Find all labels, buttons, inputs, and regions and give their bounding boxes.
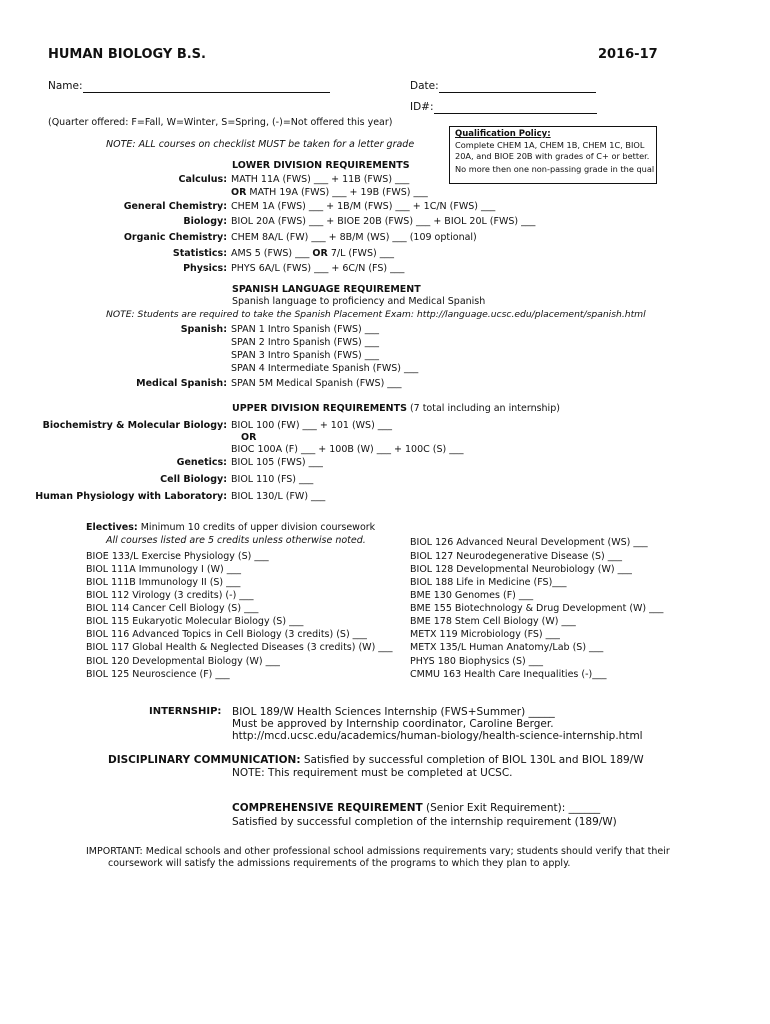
list-item: BIOL 115 Eukaryotic Molecular Biology (S) ___ bbox=[86, 616, 304, 627]
general-chemistry-courses: CHEM 1A (FWS) ___ + 1B/M (FWS) ___ + 1C/N (FWS) ___ bbox=[231, 201, 496, 212]
qualification-title: Qualification Policy: bbox=[455, 129, 551, 139]
list-item: METX 135/L Human Anatomy/Lab (S) ___ bbox=[410, 642, 604, 653]
list-item: BME 130 Genomes (F) ___ bbox=[410, 590, 534, 601]
lower-division-heading: LOWER DIVISION REQUIREMENTS bbox=[232, 160, 410, 171]
id-label: ID#: bbox=[410, 101, 434, 113]
list-item: BIOL 111B Immunology II (S) ___ bbox=[86, 577, 241, 588]
important-line-2: coursework will satisfy the admissions requirements of the programs to which they plan to apply. bbox=[108, 858, 571, 869]
date-label: Date: bbox=[410, 80, 439, 92]
physics-courses: PHYS 6A/L (FWS) ___ + 6C/N (FS) ___ bbox=[231, 263, 405, 274]
comprehensive-line-2: Satisfied by successful completion of the internship requirement (189/W) bbox=[232, 816, 617, 828]
list-item: BIOL 111A Immunology I (W) ___ bbox=[86, 564, 241, 575]
list-item: BIOL 117 Global Health & Neglected Diseases (3 credits) (W) ___ bbox=[86, 642, 393, 653]
spanish-placement-note: NOTE: Students are required to take the Spanish Placement Exam: http://language.ucsc.edu/placement/spanish.html bbox=[106, 309, 646, 320]
name-field-row bbox=[48, 80, 330, 93]
list-item: BIOL 126 Advanced Neural Development (WS) ___ bbox=[410, 537, 648, 548]
internship-label: INTERNSHIP: bbox=[149, 706, 222, 717]
calculus-option-2: MATH 19A (FWS) ___ + 19B (FWS) ___ bbox=[246, 187, 428, 198]
academic-year: 2016-17 bbox=[598, 47, 658, 62]
list-item: BME 155 Biotechnology & Drug Development (W) ___ bbox=[410, 603, 664, 614]
list-item: BIOL 127 Neurodegenerative Disease (S) ___ bbox=[410, 551, 623, 562]
internship-line-2: Must be approved by Internship coordinator, Caroline Berger. bbox=[232, 718, 554, 730]
biochem-option-2: BIOC 100A (F) ___ + 100B (W) ___ + 100C (S) ___ bbox=[231, 444, 464, 455]
statistics-option-2: 7/L (FWS) ___ bbox=[327, 248, 394, 259]
general-chemistry-label: General Chemistry: bbox=[123, 201, 227, 212]
calculus-option-1: MATH 11A (FWS) ___ + 11B (FWS) ___ bbox=[231, 174, 410, 185]
organic-chemistry-label: Organic Chemistry: bbox=[123, 232, 227, 243]
statistics-option-1: AMS 5 (FWS) ___ bbox=[231, 248, 313, 259]
medical-spanish-course: SPAN 5M Medical Spanish (FWS) ___ bbox=[231, 378, 402, 389]
calculus-label: Calculus: bbox=[178, 174, 227, 185]
letter-grade-note: NOTE: ALL courses on checklist MUST be taken for a letter grade bbox=[106, 139, 415, 150]
name-label: Name: bbox=[48, 80, 83, 92]
electives-heading-row bbox=[86, 522, 375, 534]
disciplinary-line-1: Satisfied by successful completion of BIOL 130L and BIOL 189/W bbox=[300, 754, 644, 766]
list-item: BME 178 Stem Cell Biology (W) ___ bbox=[410, 616, 576, 627]
list-item: BIOL 116 Advanced Topics in Cell Biology (3 credits) (S) ___ bbox=[86, 629, 367, 640]
upper-division-heading-row bbox=[232, 403, 560, 415]
qualification-policy-box bbox=[449, 126, 657, 184]
spanish-subheading: Spanish language to proficiency and Medical Spanish bbox=[232, 296, 486, 307]
biochem-option-1: BIOL 100 (FW) ___ + 101 (WS) ___ bbox=[231, 420, 393, 431]
list-item: CMMU 163 Health Care Inequalities (-)___ bbox=[410, 669, 607, 680]
biology-courses: BIOL 20A (FWS) ___ + BIOE 20B (FWS) ___ + BIOL 20L (FWS) ___ bbox=[231, 216, 536, 227]
or-label: OR bbox=[241, 432, 257, 443]
electives-description: Minimum 10 credits of upper division coursework bbox=[137, 522, 376, 533]
internship-line-1: BIOL 189/W Health Sciences Internship (FWS+Summer) _____ bbox=[232, 706, 555, 718]
electives-label: Electives: bbox=[86, 522, 138, 533]
spanish-course: SPAN 4 Intermediate Spanish (FWS) ___ bbox=[231, 363, 419, 374]
spanish-course: SPAN 2 Intro Spanish (FWS) ___ bbox=[231, 337, 380, 348]
qualification-line-3: No more then one non-passing grade in the qual bbox=[455, 164, 655, 174]
upper-division-heading: UPPER DIVISION REQUIREMENTS bbox=[232, 403, 407, 414]
list-item: BIOL 125 Neuroscience (F) ___ bbox=[86, 669, 230, 680]
quarter-note: (Quarter offered: F=Fall, W=Winter, S=Spring, (-)=Not offered this year) bbox=[48, 117, 393, 128]
comprehensive-label: COMPREHENSIVE REQUIREMENT bbox=[232, 802, 423, 814]
physics-label: Physics: bbox=[183, 263, 227, 274]
list-item: BIOL 128 Developmental Neurobiology (W) ___ bbox=[410, 564, 632, 575]
biochem-label: Biochemistry & Molecular Biology: bbox=[42, 420, 227, 431]
list-item: BIOL 188 Life in Medicine (FS)___ bbox=[410, 577, 567, 588]
disciplinary-row bbox=[108, 754, 644, 767]
id-field-row bbox=[410, 101, 597, 114]
spanish-heading: SPANISH LANGUAGE REQUIREMENT bbox=[232, 284, 421, 295]
physiology-label: Human Physiology with Laboratory: bbox=[35, 491, 227, 502]
electives-note: All courses listed are 5 credits unless otherwise noted. bbox=[106, 535, 366, 546]
or-label: OR bbox=[312, 248, 328, 259]
upper-division-note: (7 total including an internship) bbox=[406, 403, 560, 414]
comprehensive-line-1: (Senior Exit Requirement): ______ bbox=[422, 802, 601, 814]
cell-biology-label: Cell Biology: bbox=[160, 474, 227, 485]
genetics-course: BIOL 105 (FWS) ___ bbox=[231, 457, 323, 468]
id-field[interactable] bbox=[434, 103, 597, 114]
name-field[interactable] bbox=[83, 82, 330, 93]
or-label: OR bbox=[231, 187, 247, 198]
page-title: HUMAN BIOLOGY B.S. bbox=[48, 47, 206, 62]
qualification-line-2: 20A, and BIOE 20B with grades of C+ or better. bbox=[455, 151, 650, 161]
spanish-course: SPAN 1 Intro Spanish (FWS) ___ bbox=[231, 324, 380, 335]
cell-biology-course: BIOL 110 (FS) ___ bbox=[231, 474, 314, 485]
statistics-row bbox=[231, 248, 394, 260]
genetics-label: Genetics: bbox=[176, 457, 227, 468]
qualification-line-1: Complete CHEM 1A, CHEM 1B, CHEM 1C, BIOL bbox=[455, 140, 645, 150]
list-item: METX 119 Microbiology (FS) ___ bbox=[410, 629, 560, 640]
disciplinary-line-2: NOTE: This requirement must be completed at UCSC. bbox=[232, 767, 513, 779]
comprehensive-row bbox=[232, 802, 600, 815]
spanish-label: Spanish: bbox=[180, 324, 227, 335]
medical-spanish-label: Medical Spanish: bbox=[136, 378, 227, 389]
physiology-course: BIOL 130/L (FW) ___ bbox=[231, 491, 326, 502]
biology-label: Biology: bbox=[183, 216, 227, 227]
important-line-1: IMPORTANT: Medical schools and other professional school admissions requirements vary; students should verify that their bbox=[86, 846, 670, 857]
list-item: PHYS 180 Biophysics (S) ___ bbox=[410, 656, 544, 667]
list-item: BIOL 112 Virology (3 credits) (-) ___ bbox=[86, 590, 254, 601]
list-item: BIOE 133/L Exercise Physiology (S) ___ bbox=[86, 551, 269, 562]
organic-chemistry-courses: CHEM 8A/L (FW) ___ + 8B/M (WS) ___ (109 optional) bbox=[231, 232, 477, 243]
date-field-row bbox=[410, 80, 596, 93]
list-item: BIOL 114 Cancer Cell Biology (S) ___ bbox=[86, 603, 259, 614]
calculus-option-2-row bbox=[231, 187, 428, 199]
spanish-course: SPAN 3 Intro Spanish (FWS) ___ bbox=[231, 350, 380, 361]
date-field[interactable] bbox=[439, 82, 596, 93]
statistics-label: Statistics: bbox=[172, 248, 227, 259]
list-item: BIOL 120 Developmental Biology (W) ___ bbox=[86, 656, 280, 667]
disciplinary-label: DISCIPLINARY COMMUNICATION: bbox=[108, 754, 301, 766]
internship-url: http://mcd.ucsc.edu/academics/human-biology/health-science-internship.html bbox=[232, 730, 643, 742]
